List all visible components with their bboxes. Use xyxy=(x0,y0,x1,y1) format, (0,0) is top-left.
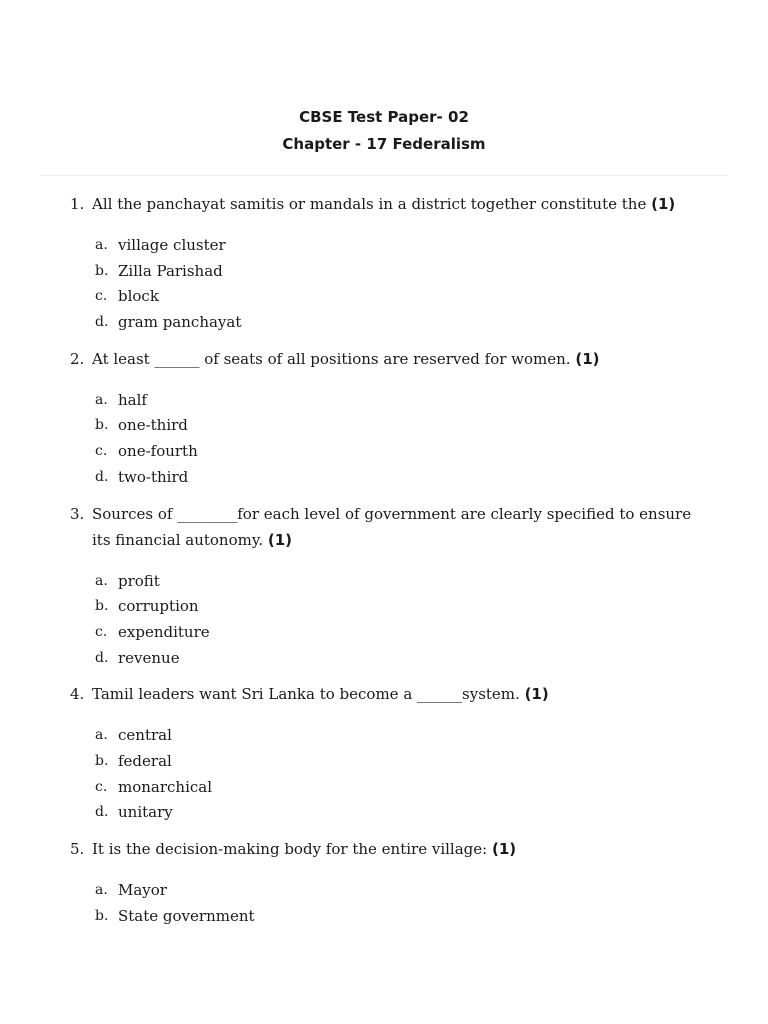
question-marks: (1) xyxy=(524,685,549,704)
option-text: Mayor xyxy=(118,881,167,899)
page-header xyxy=(0,106,768,160)
option-list xyxy=(0,387,768,490)
question-item xyxy=(0,501,768,671)
chapter-title: Chapter - 17 Federalism xyxy=(282,135,486,153)
option-item xyxy=(0,412,768,438)
question-marks: (1) xyxy=(651,195,676,213)
option-text: monarchical xyxy=(118,777,213,796)
option-text: revenue xyxy=(118,648,180,667)
question-number: 4. xyxy=(70,685,85,704)
option-list xyxy=(0,722,768,825)
option-item xyxy=(0,568,768,594)
option-text: Zilla Parishad xyxy=(118,261,223,280)
option-letter: a. xyxy=(95,882,108,898)
option-letter: d. xyxy=(95,468,109,485)
question-text: At least ______ of seats of all positions are reserved for women. xyxy=(92,349,576,368)
option-letter: a. xyxy=(95,727,108,744)
option-letter: b. xyxy=(95,417,109,434)
option-item xyxy=(0,283,768,309)
option-text: State government xyxy=(118,906,255,925)
option-letter: d. xyxy=(95,649,109,666)
option-item xyxy=(0,232,768,258)
option-text: profit xyxy=(118,571,160,590)
option-text: village cluster xyxy=(118,236,226,254)
option-text: block xyxy=(118,287,159,306)
question-number: 3. xyxy=(70,504,85,523)
option-text: one-third xyxy=(118,416,188,435)
header-divider xyxy=(40,175,728,176)
question-item xyxy=(0,346,768,490)
question-marks: (1) xyxy=(267,530,293,549)
option-letter: c. xyxy=(95,288,108,305)
question-number: 2. xyxy=(70,349,85,368)
option-item xyxy=(0,903,768,929)
question-item xyxy=(0,191,768,335)
question-number: 1. xyxy=(70,195,85,213)
option-item xyxy=(0,774,768,800)
option-item xyxy=(0,799,768,825)
question-text-block xyxy=(92,346,702,372)
option-item xyxy=(0,619,768,645)
option-item xyxy=(0,309,768,335)
option-letter: c. xyxy=(95,778,108,795)
option-letter: d. xyxy=(95,804,109,821)
option-item xyxy=(0,645,768,671)
question-text-block xyxy=(92,191,702,217)
question-text-block xyxy=(92,681,702,707)
option-item xyxy=(0,387,768,413)
option-text: two-third xyxy=(118,467,189,486)
question-text: It is the decision-making body for the entire village: xyxy=(92,840,492,858)
option-item xyxy=(0,593,768,619)
option-text: unitary xyxy=(118,803,173,822)
option-text: gram panchayat xyxy=(118,313,242,332)
option-letter: a. xyxy=(95,391,108,408)
option-item xyxy=(0,438,768,464)
option-letter: a. xyxy=(95,572,108,589)
question-list xyxy=(0,191,768,939)
question-marks: (1) xyxy=(491,840,517,858)
option-text: federal xyxy=(118,751,172,770)
question-text: Sources of ________for each level of government are clearly specified to ensure its financial autonomy. xyxy=(92,504,692,549)
option-item xyxy=(0,258,768,284)
question-text-block xyxy=(92,836,702,862)
option-letter: c. xyxy=(95,443,108,460)
option-list xyxy=(0,232,768,335)
option-text: expenditure xyxy=(118,622,210,641)
question-marks: (1) xyxy=(575,349,600,368)
option-item xyxy=(0,748,768,774)
option-letter: c. xyxy=(95,623,108,640)
option-item xyxy=(0,464,768,490)
question-number: 5. xyxy=(70,840,85,858)
option-letter: d. xyxy=(95,314,109,331)
question-item xyxy=(0,836,768,928)
question-text: Tamil leaders want Sri Lanka to become a ______system. xyxy=(92,685,525,704)
option-item xyxy=(0,877,768,903)
option-list xyxy=(0,877,768,928)
question-text-block xyxy=(92,501,702,553)
option-letter: b. xyxy=(95,752,109,769)
option-letter: a. xyxy=(95,237,108,253)
option-text: central xyxy=(118,726,172,745)
option-letter: b. xyxy=(95,262,109,279)
option-letter: b. xyxy=(95,598,109,615)
option-text: one-fourth xyxy=(118,442,198,461)
option-text: half xyxy=(118,390,147,409)
option-list xyxy=(0,568,768,671)
option-item xyxy=(0,722,768,748)
question-item xyxy=(0,681,768,825)
option-letter: b. xyxy=(95,907,109,924)
page-title: CBSE Test Paper- 02 xyxy=(299,108,469,126)
question-text: All the panchayat samitis or mandals in a district together constitute the xyxy=(92,195,652,213)
option-text: corruption xyxy=(118,597,199,616)
